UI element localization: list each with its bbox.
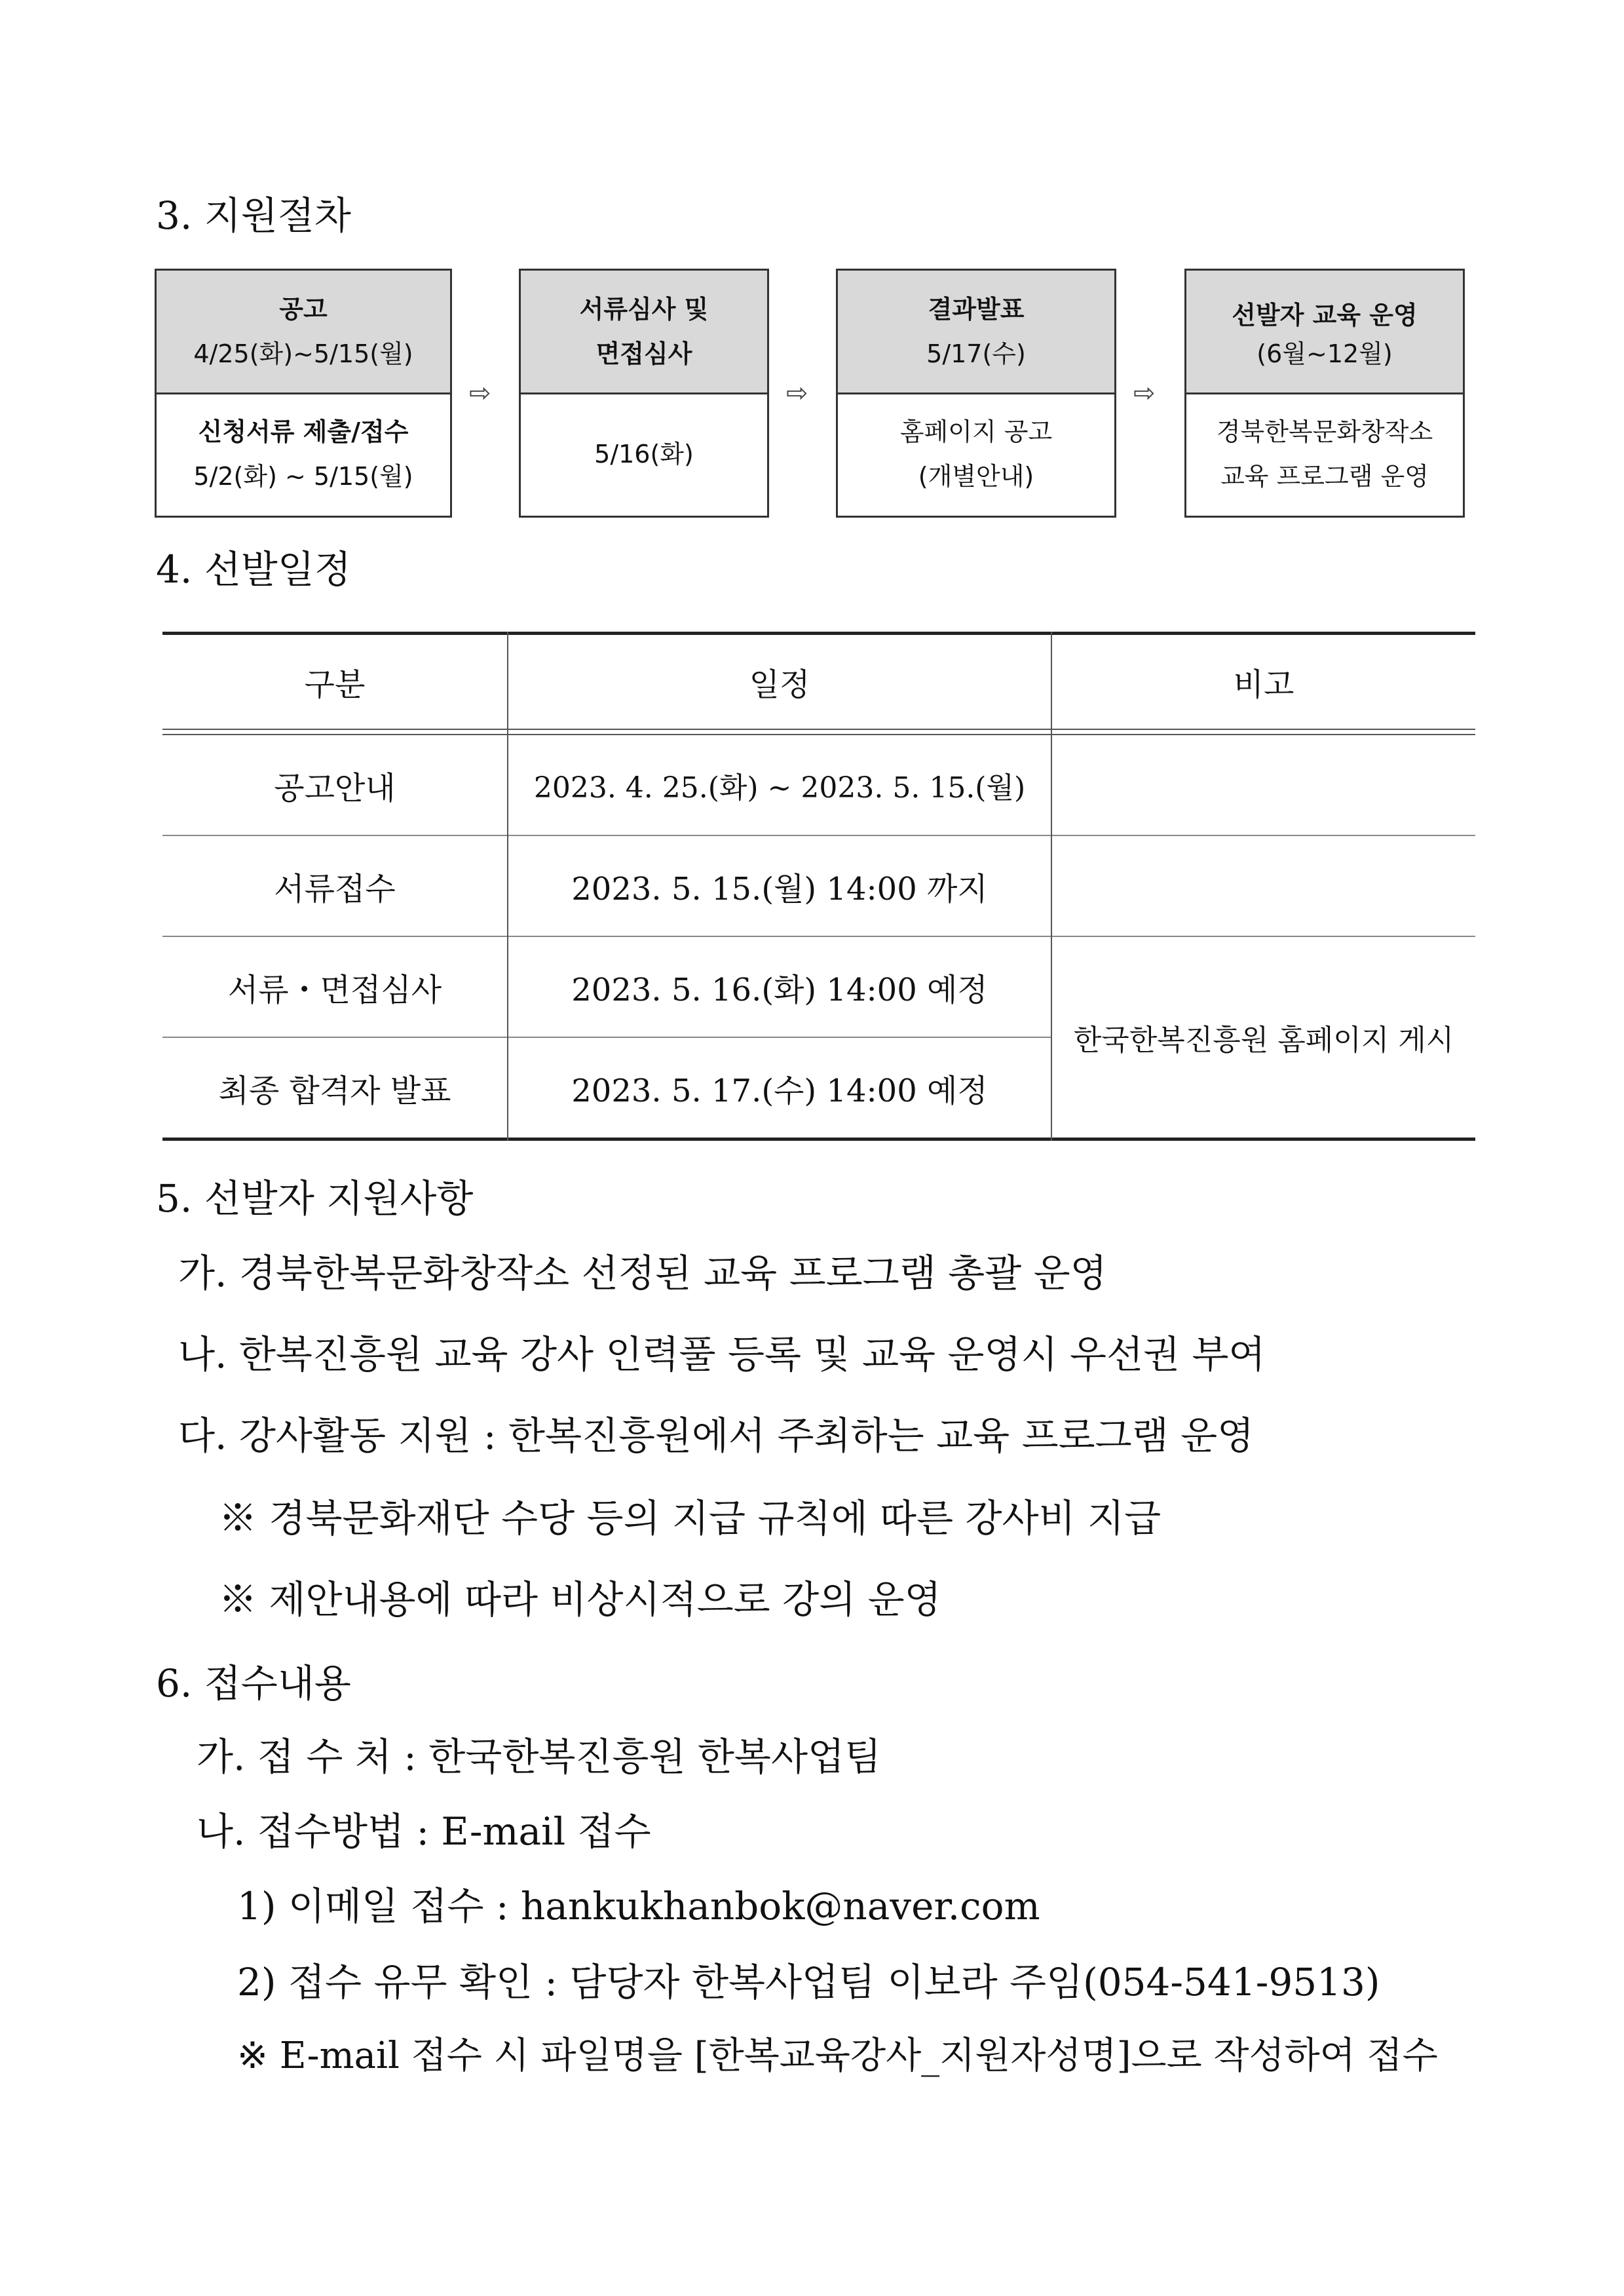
arrow-right-icon: ⇨ xyxy=(1133,378,1156,408)
support-item: 가. 경북한복문화창작소 선정된 교육 프로그램 총괄 운영 xyxy=(178,1251,1107,1295)
section-3-heading: 3. 지원절차 xyxy=(156,193,351,238)
flow-step-detail: 경북한복문화창작소 xyxy=(1216,417,1433,446)
flow-step-title-2: 면접심사 xyxy=(595,339,692,368)
arrow-right-icon: ⇨ xyxy=(469,378,491,408)
table-bottom-rule xyxy=(162,1138,1475,1141)
flow-step-date: 5/17(수) xyxy=(926,339,1026,368)
flow-step-detail: (개별안내) xyxy=(918,462,1034,491)
table-header-note: 비고 xyxy=(1233,666,1294,703)
submission-note: ※ E-mail 접수 시 파일명을 [한복교육강사_지원자성명]으로 작성하여 접수 xyxy=(237,2035,1438,2077)
flow-step-title: 서류심사 및 xyxy=(579,295,709,324)
submission-subitem: 2) 접수 유무 확인 : 담당자 한복사업팀 이보라 주임(054-541-9513) xyxy=(237,1960,1380,2004)
submission-item: 가. 접 수 처 : 한국한복진흥원 한복사업팀 xyxy=(197,1734,882,1779)
support-item: 다. 강사활동 지원 : 한복진흥원에서 주최하는 교육 프로그램 운영 xyxy=(178,1413,1255,1458)
schedule-table xyxy=(162,632,1475,1141)
section-4-heading: 4. 선발일정 xyxy=(156,547,351,592)
table-header-schedule: 일정 xyxy=(749,666,810,703)
flow-step-detail: 홈페이지 공고 xyxy=(899,417,1053,446)
table-cell-category: 공고안내 xyxy=(274,769,396,807)
flow-step-date: 4/25(화)~5/15(월) xyxy=(193,339,413,368)
support-item: 나. 한복진흥원 교육 강사 인력풀 등록 및 교육 운영시 우선권 부여 xyxy=(178,1332,1266,1377)
flow-step-title: 결과발표 xyxy=(928,295,1025,324)
flow-step-date: (6월~12월) xyxy=(1256,339,1393,368)
submission-subitem: 1) 이메일 접수 : hankukhanbok@naver.com xyxy=(237,1884,1040,1928)
table-cell-schedule: 2023. 4. 25.(화) ~ 2023. 5. 15.(월) xyxy=(533,771,1026,805)
flow-step-detail: 신청서류 제출/접수 xyxy=(198,417,409,446)
table-cell-category: 서류・면접심사 xyxy=(227,971,442,1008)
flow-step-detail: 교육 프로그램 운영 xyxy=(1220,462,1429,491)
table-header-category: 구분 xyxy=(304,666,366,703)
flow-step-review xyxy=(519,269,769,518)
section-5-heading: 5. 선발자 지원사항 xyxy=(156,1176,474,1221)
section-6-heading: 6. 접수내용 xyxy=(156,1661,351,1706)
flow-step-detail: 5/2(화) ~ 5/15(월) xyxy=(193,462,413,491)
table-cell-note: 한국한복진흥원 홈페이지 게시 xyxy=(1073,1024,1454,1057)
support-note: ※ 경북문화재단 수당 등의 지급 규칙에 따른 강사비 지급 xyxy=(219,1496,1161,1540)
flow-step-detail: 5/16(화) xyxy=(594,440,694,469)
submission-item: 나. 접수방법 : E-mail 접수 xyxy=(197,1809,651,1854)
flow-step-title: 선발자 교육 운영 xyxy=(1232,301,1418,330)
flow-step-announcement xyxy=(155,269,452,518)
flow-step-results xyxy=(836,269,1116,518)
flow-step-title: 공고 xyxy=(279,295,328,324)
table-cell-schedule: 2023. 5. 15.(월) 14:00 까지 xyxy=(571,870,988,908)
table-cell-schedule: 2023. 5. 17.(수) 14:00 예정 xyxy=(571,1072,988,1109)
table-cell-schedule: 2023. 5. 16.(화) 14:00 예정 xyxy=(571,971,988,1008)
table-cell-category: 서류접수 xyxy=(274,870,396,908)
table-header-rule xyxy=(162,729,1475,730)
arrow-right-icon: ⇨ xyxy=(786,378,808,408)
support-note: ※ 제안내용에 따라 비상시적으로 강의 운영 xyxy=(219,1577,941,1622)
flow-step-education xyxy=(1184,269,1465,518)
table-cell-category: 최종 합격자 발표 xyxy=(218,1072,451,1109)
